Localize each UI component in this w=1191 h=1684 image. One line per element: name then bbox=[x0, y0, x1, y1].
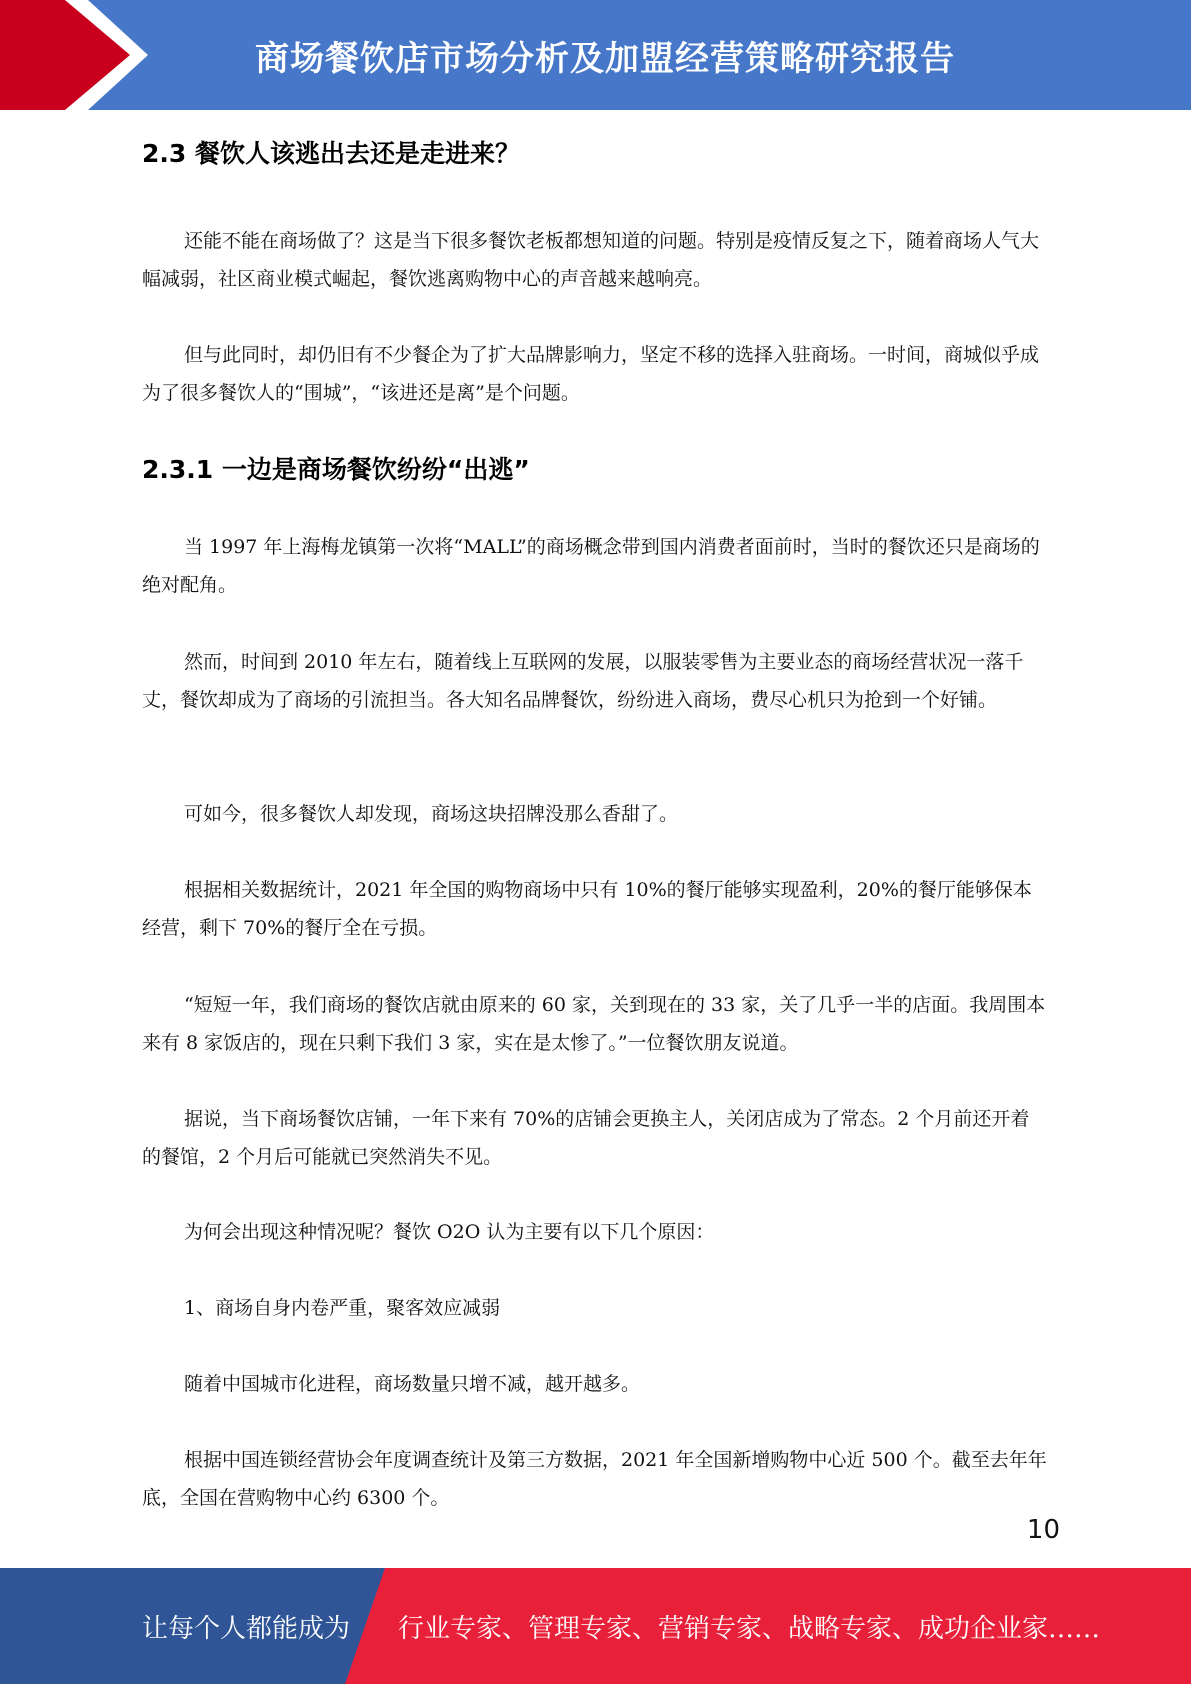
paragraph: 可如今，很多餐饮人却发现，商场这块招牌没那么香甜了。 bbox=[184, 803, 679, 825]
paragraph: 根据相关数据统计，2021 年全国的购物商场中只有 10%的餐厅能够实现盈利，20%的餐厅能够保本经营，剩下 70%的餐厅全在亏损。 bbox=[142, 879, 1032, 939]
footer-slogan-right: 行业专家、管理专家、营销专家、战略专家、成功企业家…… bbox=[398, 1613, 1101, 1644]
paragraph: 但与此同时，却仍旧有不少餐企为了扩大品牌影响力，坚定不移的选择入驻商场。一时间，商城似乎成为了很多餐饮人的“围城”，“该进还是离”是个问题。 bbox=[142, 344, 1040, 404]
footer-slogan-left: 让每个人都能成为 bbox=[142, 1613, 351, 1644]
paragraph: 当 1997 年上海梅龙镇第一次将“MALL”的商场概念带到国内消费者面前时，当时的餐饮还只是商场的绝对配角。 bbox=[142, 536, 1040, 596]
report-title: 商场餐饮店市场分析及加盟经营策略研究报告 bbox=[255, 38, 955, 79]
page-footer bbox=[0, 1568, 1191, 1684]
list-item-reason: 1、商场自身内卷严重，聚客效应减弱 bbox=[184, 1297, 501, 1319]
paragraph: 随着中国城市化进程，商场数量只增不减，越开越多。 bbox=[184, 1373, 641, 1395]
paragraph: 还能不能在商场做了？这是当下很多餐饮老板都想知道的问题。特别是疫情反复之下，随着商场人气大幅减弱，社区商业模式崛起，餐饮逃离购物中心的声音越来越响亮。 bbox=[142, 230, 1040, 290]
paragraph: 然而，时间到 2010 年左右，随着线上互联网的发展，以服装零售为主要业态的商场经营状况一落千丈，餐饮却成为了商场的引流担当。各大知名品牌餐饮，纷纷进入商场，费尽心机只为抢到一个好铺。 bbox=[142, 651, 1024, 711]
page-number: 10 bbox=[1026, 1515, 1060, 1545]
paragraph: 根据中国连锁经营协会年度调查统计及第三方数据，2021 年全国新增购物中心近 500 个。截至去年年底，全国在营购物中心约 6300 个。 bbox=[142, 1449, 1047, 1509]
red-arrow-decoration bbox=[0, 0, 200, 110]
section-heading-2-3: 2.3 餐饮人该逃出去还是走进来？ bbox=[142, 139, 520, 168]
page-header bbox=[0, 0, 1191, 110]
section-heading-2-3-1: 2.3.1 一边是商场餐饮纷纷“出逃” bbox=[142, 455, 530, 484]
paragraph: 据说，当下商场餐饮店铺，一年下来有 70%的店铺会更换主人，关闭店成为了常态。2 个月前还开着的餐馆，2 个月后可能就已突然消失不见。 bbox=[142, 1108, 1030, 1168]
paragraph: “短短一年，我们商场的餐饮店就由原来的 60 家，关到现在的 33 家，关了几乎一半的店面。我周围本来有 8 家饭店的，现在只剩下我们 3 家，实在是太惨了。”一位餐饮朋友说道。 bbox=[142, 994, 1046, 1054]
paragraph: 为何会出现这种情况呢？餐饮 O2O 认为主要有以下几个原因： bbox=[184, 1221, 715, 1243]
